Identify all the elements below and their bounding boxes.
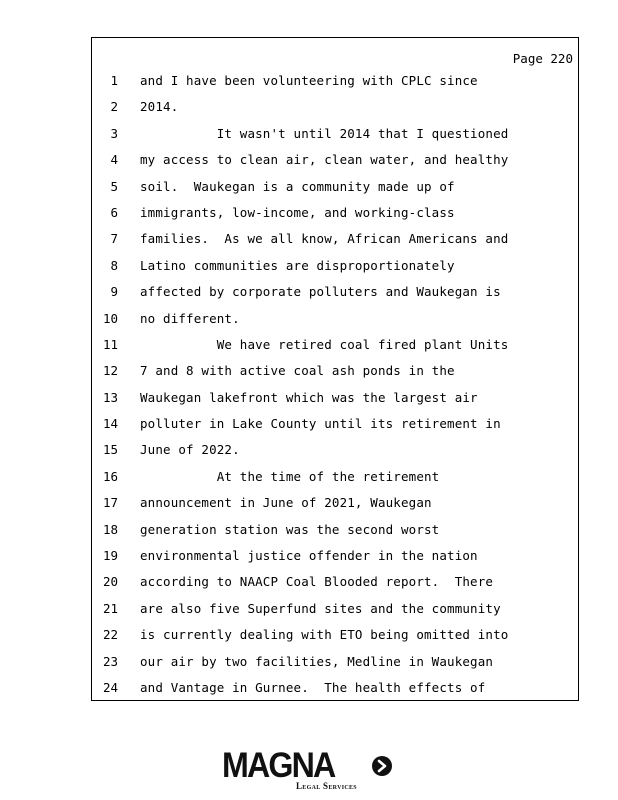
line-text: affected by corporate polluters and Waukegan is [140,284,501,300]
transcript-line [92,678,578,704]
line-number: 19 [102,548,118,564]
line-text: immigrants, low-income, and working-class [140,204,455,220]
transcript-line [92,599,578,625]
arrow-circle-icon [371,755,393,777]
line-text: is currently dealing with ETO being omitted into [140,627,509,643]
transcript-line [92,282,578,308]
line-number: 20 [102,574,118,590]
line-number: 8 [110,257,118,273]
line-number: 2 [110,99,118,115]
line-number: 7 [110,231,118,247]
line-number: 23 [102,653,118,669]
transcript-line [92,309,578,335]
transcript-line [92,493,578,519]
line-number: 22 [102,627,118,643]
transcript-line [92,546,578,572]
line-text: polluter in Lake County until its retirement in [140,416,501,432]
line-number: 17 [102,495,118,511]
line-number: 4 [110,152,118,168]
line-text: At the time of the retirement [140,468,440,484]
page-number: Page 220 [512,51,573,66]
line-number: 14 [102,416,118,432]
line-text: Waukegan lakefront which was the largest air [140,389,478,405]
line-number: 13 [102,389,118,405]
transcript-line [92,440,578,466]
line-number: 12 [102,363,118,379]
line-text: families. As we all know, African Americans and [140,231,509,247]
line-number: 24 [102,679,118,695]
transcript-line [92,177,578,203]
line-text: 2014. [140,99,179,115]
line-number: 6 [110,204,118,220]
line-number: 1 [110,73,118,88]
line-text: Latino communities are disproportionately [140,257,455,273]
logo-brand: MAGNA [222,746,335,785]
line-text: soil. Waukegan is a community made up of [140,178,455,194]
transcript-line [92,71,578,97]
line-text: our air by two facilities, Medline in Waukegan [140,653,494,669]
transcript-line [92,229,578,255]
line-number: 21 [102,600,118,616]
line-text: announcement in June of 2021, Waukegan [140,495,432,511]
line-number: 15 [102,442,118,458]
transcript-line [92,124,578,150]
magna-logo [222,747,398,793]
transcript-line [92,572,578,598]
line-text: June of 2022. [140,442,240,458]
line-text: generation station was the second worst [140,521,440,537]
line-text: and Vantage in Gurnee. The health effects of [140,679,486,695]
line-number: 18 [102,521,118,537]
transcript-page [91,37,579,701]
line-text: according to NAACP Coal Blooded report. There [140,574,494,590]
line-number: 9 [110,284,118,300]
transcript-line [92,150,578,176]
line-text: environmental justice offender in the nation [140,548,478,564]
line-text: We have retired coal fired plant Units [140,336,509,352]
transcript-line [92,361,578,387]
transcript-line [92,388,578,414]
line-number: 5 [110,178,118,194]
line-text: 7 and 8 with active coal ash ponds in the [140,363,455,379]
transcript-line [92,520,578,546]
transcript-line [92,203,578,229]
line-number: 11 [102,336,118,352]
transcript-line [92,414,578,440]
line-number: 16 [102,468,118,484]
transcript-line [92,256,578,282]
line-text: my access to clean air, clean water, and healthy [140,152,509,168]
line-text: are also five Superfund sites and the community [140,600,501,616]
line-text: It wasn't until 2014 that I questioned [140,125,509,141]
transcript-line [92,467,578,493]
transcript-line [92,97,578,123]
logo-subtitle: Legal Services [296,781,357,791]
transcript-lines [92,71,578,704]
transcript-line [92,652,578,678]
line-text: no different. [140,310,240,326]
transcript-line [92,335,578,361]
line-number: 10 [102,310,118,326]
line-text: and I have been volunteering with CPLC since [140,73,478,88]
line-number: 3 [110,125,118,141]
transcript-line [92,625,578,651]
